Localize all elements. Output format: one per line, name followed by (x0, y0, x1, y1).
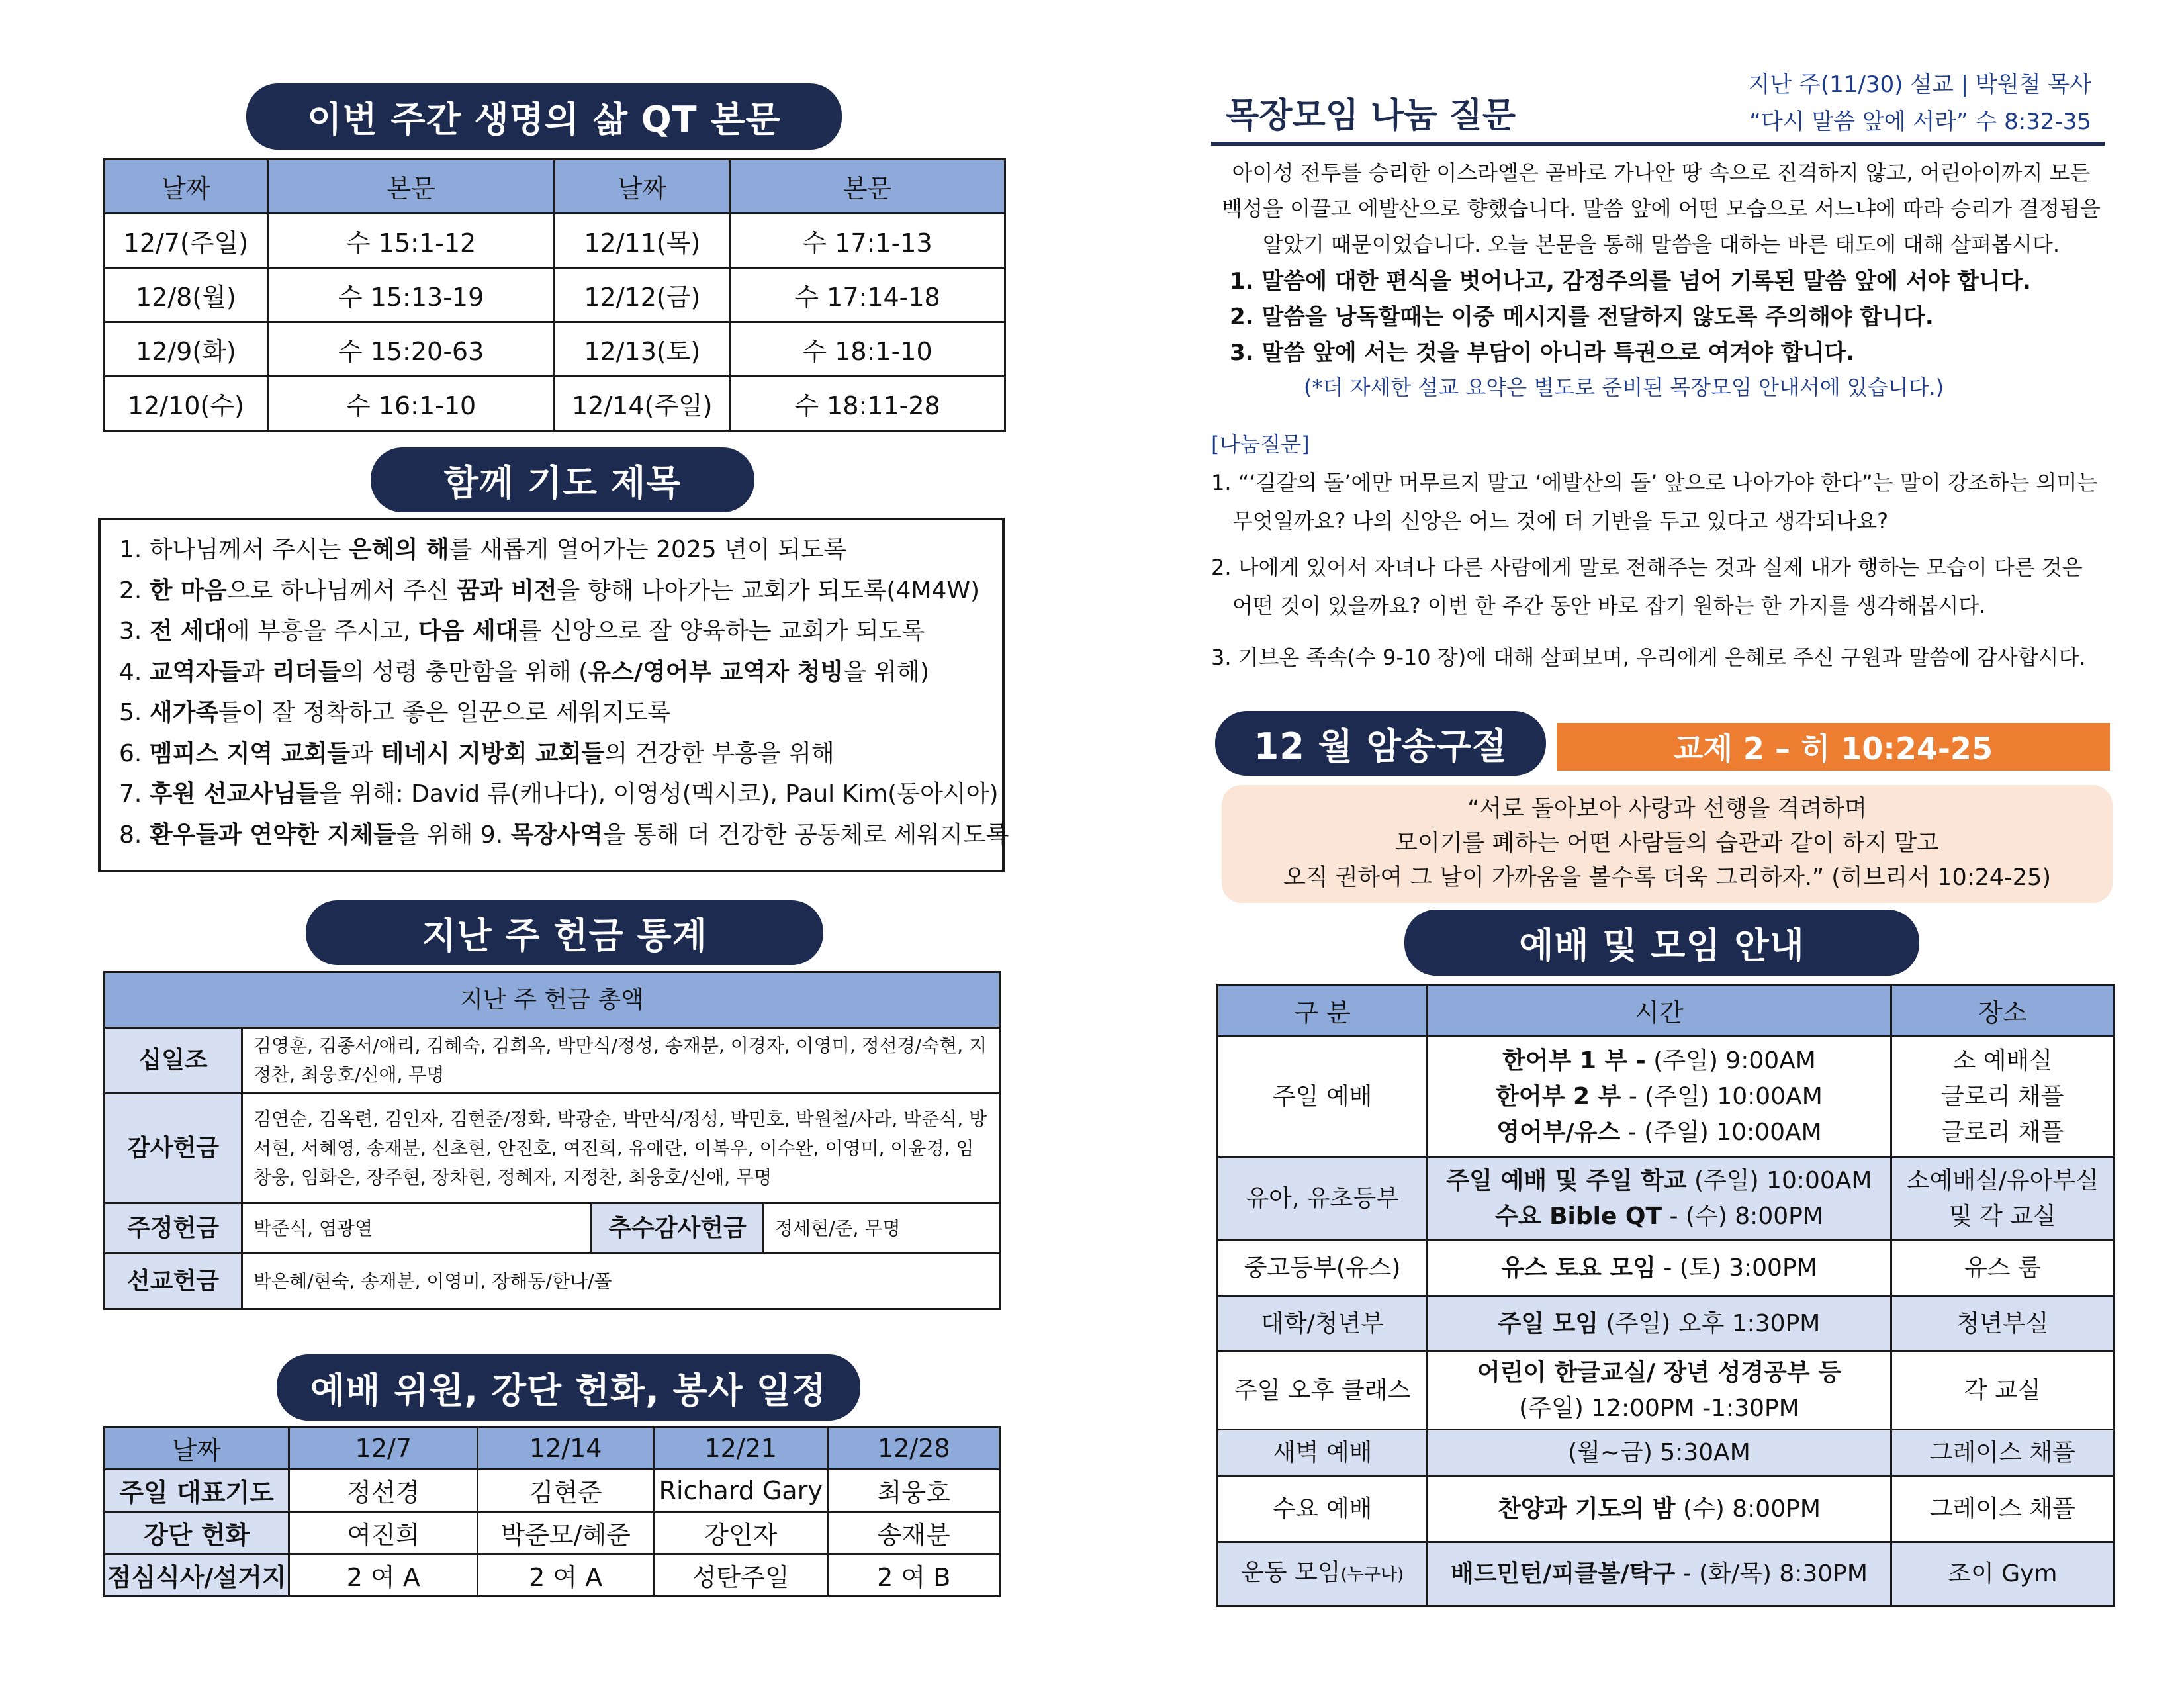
qt-cell: 수 18:11-28 (730, 377, 1005, 431)
offering-names: 박준식, 염광열 (242, 1203, 592, 1254)
offering-total-label: 지난 주 헌금 총액 (105, 972, 1000, 1028)
verse-reference: 교제 2 – 히 10:24-25 (1557, 723, 2110, 771)
sermon-divider (1211, 142, 2105, 146)
offering-title: 지난 주 헌금 통계 (306, 900, 823, 965)
services-table (1216, 984, 2115, 1607)
table-row (105, 214, 1005, 268)
service-time: 주일 모임 (주일) 오후 1:30PM (1428, 1296, 1891, 1352)
questions-label: [나눔질문] (1211, 432, 1310, 457)
duty-cell: 2 여 A (478, 1554, 653, 1597)
offering-names: 정세현/준, 무명 (764, 1203, 1000, 1254)
offering-names: 박은혜/현숙, 송재분, 이영미, 장해동/한나/폴 (242, 1254, 1000, 1309)
service-time: 주일 예배 및 주일 학교 (주일) 10:00AM 수요 Bible QT - (수) 8:00PM (1428, 1157, 1891, 1241)
verse-box (1222, 785, 2113, 903)
service-name: 주일 오후 클래스 (1218, 1352, 1428, 1430)
qt-cell: 수 17:1-13 (730, 214, 1005, 268)
service-time: 어린이 한글교실/ 장년 성경공부 등 (주일) 12:00PM -1:30PM (1428, 1352, 1891, 1430)
qt-cell: 12/7(주일) (105, 214, 268, 268)
service-place: 청년부실 (1891, 1296, 2114, 1352)
prayer-item: 1. 하나님께서 주시는 은혜의 해를 새롭게 열어가는 2025 년이 되도록 (119, 536, 847, 563)
duty-cell: 박준모/혜준 (478, 1512, 653, 1554)
service-name: 주일 예배 (1218, 1037, 1428, 1157)
duty-header: 12/28 (828, 1427, 1000, 1470)
table-row (1218, 1352, 2115, 1430)
offering-label: 선교헌금 (105, 1254, 242, 1309)
table-row (1218, 1476, 2115, 1542)
offering-label: 추수감사헌금 (592, 1203, 764, 1254)
qt-cell: 12/13(토) (555, 322, 730, 377)
prayer-item: 6. 멤피스 지역 교회들과 테네시 지방회 교회들의 건강한 부흥을 위해 (119, 739, 835, 767)
prayer-list (98, 518, 1009, 872)
question-line: 어떤 것이 있을까요? 이번 한 주간 동안 바로 잡기 원하는 한 가지를 생각해봅시다. (1232, 593, 1986, 618)
qt-cell: 12/10(수) (105, 377, 268, 431)
table-row (105, 268, 1005, 322)
table-row (105, 377, 1005, 431)
duty-cell: 여진희 (289, 1512, 478, 1554)
service-place: 그레이스 채플 (1891, 1430, 2114, 1476)
verse-line: 모이기를 폐하는 어떤 사람들의 습관과 같이 하지 말고 (1395, 830, 1939, 857)
service-name: 대학/청년부 (1218, 1296, 1428, 1352)
table-row (1218, 1430, 2115, 1476)
prayer-item: 5. 새가족들이 잘 정착하고 좋은 일꾼으로 세워지도록 (119, 699, 671, 726)
service-place: 소예배실/유아부실 및 각 교실 (1891, 1157, 2114, 1241)
table-row (1218, 1157, 2115, 1241)
service-time: 유스 토요 모임 - (토) 3:00PM (1428, 1241, 1891, 1296)
qt-cell: 12/12(금) (555, 268, 730, 322)
verse-title: 12 월 암송구절 (1215, 711, 1546, 776)
duty-label: 주일 대표기도 (105, 1470, 289, 1512)
duty-cell: 2 여 B (828, 1554, 1000, 1597)
question-line: 1. “‘길갈의 돌’에만 머무르지 말고 ‘에발산의 돌’ 앞으로 나아가야 한다”는 말이 강조하는 의미는 (1211, 470, 2098, 495)
question-3: 3. 기브온 족속(수 9-10 장)에 대해 살펴보며, 우리에게 은혜로 주신 구원과 말씀에 감사합시다. (1211, 645, 2086, 670)
offering-label: 주정헌금 (105, 1203, 242, 1254)
table-row (105, 1554, 1000, 1597)
table-row (105, 1470, 1000, 1512)
duty-cell: 정선경 (289, 1470, 478, 1512)
verse-line: 오직 권하여 그 날이 가까움을 볼수록 더욱 그리하자.” (히브리서 10:24-25) (1283, 865, 2051, 891)
verse-line: “서로 돌아보아 사랑과 선행을 격려하며 (1467, 796, 1867, 822)
service-time: 한어부 1 부 - (주일) 9:00AM 한어부 2 부 - (주일) 10:00AM 영어부/유스 - (주일) 10:00AM (1428, 1037, 1891, 1157)
qt-cell: 12/8(월) (105, 268, 268, 322)
offering-names: 김영훈, 김종서/애리, 김혜숙, 김희옥, 박만식/정성, 송재분, 이경자, 이영미, 정선경/숙현, 지정찬, 최웅호/신애, 무명 (242, 1028, 1000, 1094)
service-time: (월~금) 5:30AM (1428, 1430, 1891, 1476)
question-1 (1211, 463, 2097, 540)
duty-title: 예배 위원, 강단 헌화, 봉사 일정 (277, 1354, 860, 1421)
table-row (1218, 1037, 2115, 1157)
duty-header: 12/21 (653, 1427, 828, 1470)
duty-label: 강단 헌화 (105, 1512, 289, 1554)
question-line: 2. 나에게 있어서 자녀나 다른 사람에게 말로 전해주는 것과 실제 내가 행하는 모습이 다른 것은 (1211, 555, 2083, 580)
service-name: 운동 모임(누구나) (1218, 1542, 1428, 1606)
service-name: 수요 예배 (1218, 1476, 1428, 1542)
table-row (105, 1512, 1000, 1554)
duty-table (103, 1426, 1001, 1597)
qt-cell: 수 16:1-10 (267, 377, 555, 431)
duty-cell: 강인자 (653, 1512, 828, 1554)
prayer-title: 함께 기도 제목 (371, 447, 754, 512)
sermon-intro (1211, 155, 2111, 262)
duty-cell: Richard Gary (653, 1470, 828, 1512)
qt-cell: 수 15:1-12 (267, 214, 555, 268)
sermon-points (1230, 263, 2031, 371)
duty-label: 점심식사/설거지 (105, 1554, 289, 1597)
prayer-item: 2. 한 마음으로 하나님께서 주신 꿈과 비전을 향해 나아가는 교회가 되도록(4M4W) (119, 577, 980, 604)
service-place: 각 교실 (1891, 1352, 2114, 1430)
table-row (1218, 1296, 2115, 1352)
service-time: 배드민턴/피클볼/탁구 - (화/목) 8:30PM (1428, 1542, 1891, 1606)
offering-table (103, 971, 1001, 1310)
duty-cell: 최웅호 (828, 1470, 1000, 1512)
service-place: 그레이스 채플 (1891, 1476, 2114, 1542)
sermon-point: 2. 말씀을 낭독할때는 이중 메시지를 전달하지 않도록 주의해야 합니다. (1230, 304, 1934, 330)
service-place: 소 예배실 글로리 채플 글로리 채플 (1891, 1037, 2114, 1157)
sermon-point: 3. 말씀 앞에 서는 것을 부담이 아니라 특권으로 여겨야 합니다. (1230, 340, 1855, 366)
service-time: 찬양과 기도의 밤 (수) 8:00PM (1428, 1476, 1891, 1542)
duty-header: 날짜 (105, 1427, 289, 1470)
prayer-item: 4. 교역자들과 리더들의 성령 충만함을 위해 (유스/영어부 교역자 청빙을 위해) (119, 658, 930, 686)
sermon-intro-line: 알았기 때문이었습니다. 오늘 본문을 통해 말씀을 대하는 바른 태도에 대해 살펴봅시다. (1263, 232, 2060, 257)
sermon-intro-line: 아이성 전투를 승리한 이스라엘은 곧바로 가나안 땅 속으로 진격하지 않고, 어린아이까지 모든 (1232, 160, 2091, 185)
sermon-ref-line1: 지난 주(11/30) 설교 | 박원철 목사 (1748, 71, 2091, 98)
table-row (1218, 1542, 2115, 1606)
qt-header: 날짜 (555, 160, 730, 214)
qt-cell: 12/9(화) (105, 322, 268, 377)
services-header: 장소 (1891, 985, 2114, 1037)
offering-label: 십일조 (105, 1028, 242, 1094)
service-name: 중고등부(유스) (1218, 1241, 1428, 1296)
prayer-item: 7. 후원 선교사님들을 위해: David 류(캐나다), 이영성(멕시코), Paul Kim(동아시아) (119, 780, 999, 808)
sermon-note: (*더 자세한 설교 요약은 별도로 준비된 목장모임 안내서에 있습니다.) (1304, 375, 1944, 400)
service-name: 새벽 예배 (1218, 1430, 1428, 1476)
qt-cell: 수 15:13-19 (267, 268, 555, 322)
qt-cell: 12/14(주일) (555, 377, 730, 431)
question-line: 무엇일까요? 나의 신앙은 어느 것에 더 기반을 두고 있다고 생각되나요? (1232, 508, 1889, 534)
qt-header: 날짜 (105, 160, 268, 214)
qt-table (103, 158, 1006, 432)
qt-cell: 수 17:14-18 (730, 268, 1005, 322)
question-2 (1211, 548, 2083, 625)
duty-cell: 김현준 (478, 1470, 653, 1512)
qt-title: 이번 주간 생명의 삶 QT 본문 (246, 83, 842, 150)
sermon-intro-line: 백성을 이끌고 에발산으로 향했습니다. 말씀 앞에 어떤 모습으로 서느냐에 따라 승리가 결정됨을 (1222, 196, 2101, 221)
service-place: 유스 룸 (1891, 1241, 2114, 1296)
qt-cell: 수 15:20-63 (267, 322, 555, 377)
services-title: 예배 및 모임 안내 (1404, 910, 1919, 976)
duty-header: 12/14 (478, 1427, 653, 1470)
duty-cell: 성탄주일 (653, 1554, 828, 1597)
duty-cell: 2 여 A (289, 1554, 478, 1597)
service-name: 유아, 유초등부 (1218, 1157, 1428, 1241)
table-row (105, 322, 1005, 377)
table-row (1218, 1241, 2115, 1296)
sermon-ref-line2: “다시 말씀 앞에 서라” 수 8:32-35 (1749, 109, 2091, 135)
qt-cell: 12/11(목) (555, 214, 730, 268)
duty-header: 12/7 (289, 1427, 478, 1470)
sermon-point: 1. 말씀에 대한 편식을 벗어나고, 감정주의를 넘어 기록된 말씀 앞에 서야 합니다. (1230, 268, 2031, 295)
duty-cell: 송재분 (828, 1512, 1000, 1554)
prayer-item: 8. 환우들과 연약한 지체들을 위해 9. 목장사역을 통해 더 건강한 공동체로 세워지도록 (119, 821, 1009, 849)
sermon-title: 목장모임 나눔 질문 (1226, 96, 1516, 136)
services-header: 구 분 (1218, 985, 1428, 1037)
qt-header: 본문 (730, 160, 1005, 214)
qt-header: 본문 (267, 160, 555, 214)
qt-cell: 수 18:1-10 (730, 322, 1005, 377)
offering-label: 감사헌금 (105, 1094, 242, 1203)
offering-names: 김연순, 김옥련, 김인자, 김현준/정화, 박광순, 박만식/정성, 박민호, 박원철/사라, 박준식, 방서현, 서혜영, 송재분, 신초현, 안진호, 여진희, 유애란, 이복우, 이수완, 이영미, 이윤경, 임창웅, 임화은, 장주현, 장차현, 정혜자, 지정찬, 최웅호/신애, 무명 (242, 1094, 1000, 1203)
service-place: 조이 Gym (1891, 1542, 2114, 1606)
prayer-item: 3. 전 세대에 부흥을 주시고, 다음 세대를 신앙으로 잘 양육하는 교회가 되도록 (119, 618, 925, 645)
services-header: 시간 (1428, 985, 1891, 1037)
